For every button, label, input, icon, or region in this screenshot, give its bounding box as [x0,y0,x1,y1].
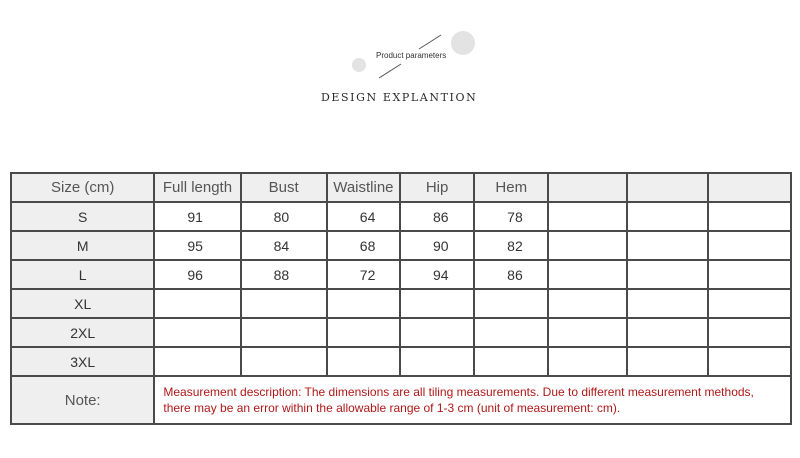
empty-cell [708,318,791,347]
empty-cell [327,318,400,347]
decorative-line-bottom [379,64,401,78]
table-header-row [11,173,791,202]
empty-cell [708,347,791,376]
empty-cell [708,231,791,260]
hip-value: 90 [400,231,474,260]
empty-cell [548,318,626,347]
empty-cell [627,202,708,231]
table-row [11,231,791,260]
column-header-empty [627,173,708,202]
column-header-full-length: Full length [154,173,240,202]
size-label: 2XL [11,318,154,347]
empty-cell [627,318,708,347]
empty-cell [400,318,474,347]
bust-value: 84 [241,231,327,260]
hip-value: 94 [400,260,474,289]
hem-value: 86 [474,260,548,289]
product-parameters-label: Product parameters [376,51,447,60]
column-header-bust: Bust [241,173,327,202]
note-label: Note: [11,376,154,424]
full-length-value: 95 [154,231,240,260]
empty-cell [327,347,400,376]
empty-cell [154,289,240,318]
header [0,0,800,150]
empty-cell [241,347,327,376]
empty-cell [474,318,548,347]
empty-cell [548,202,626,231]
full-length-value: 96 [154,260,240,289]
waistline-value: 64 [327,202,400,231]
empty-cell [154,347,240,376]
empty-cell [627,347,708,376]
empty-cell [627,260,708,289]
hem-value: 78 [474,202,548,231]
table-row [11,289,791,318]
table-row [11,347,791,376]
empty-cell [327,289,400,318]
size-label: XL [11,289,154,318]
design-explanation-title: DESIGN EXPLANTION [321,91,478,104]
table-row [11,202,791,231]
bust-value: 88 [241,260,327,289]
size-label: 3XL [11,347,154,376]
empty-cell [241,318,327,347]
size-label: L [11,260,154,289]
waistline-value: 72 [327,260,400,289]
column-header-hem: Hem [474,173,548,202]
hip-value: 86 [400,202,474,231]
empty-cell [708,202,791,231]
empty-cell [708,289,791,318]
bust-value: 80 [241,202,327,231]
empty-cell [548,260,626,289]
empty-cell [241,289,327,318]
column-header-empty [548,173,626,202]
empty-cell [474,347,548,376]
size-label: M [11,231,154,260]
empty-cell [548,347,626,376]
measurement-note: Measurement description: The dimensions are all tiling measurements. Due to different measurement methods, there may be an error within the allowable range of 1-3 cm (unit of measurement: cm). [154,376,791,424]
decorative-lines [0,0,800,150]
size-label: S [11,202,154,231]
table-row [11,260,791,289]
column-header-size: Size (cm) [11,173,154,202]
empty-cell [400,289,474,318]
empty-cell [708,260,791,289]
column-header-hip: Hip [400,173,474,202]
waistline-value: 68 [327,231,400,260]
empty-cell [548,289,626,318]
empty-cell [627,289,708,318]
empty-cell [154,318,240,347]
full-length-value: 91 [154,202,240,231]
hem-value: 82 [474,231,548,260]
empty-cell [548,231,626,260]
empty-cell [400,347,474,376]
empty-cell [627,231,708,260]
size-chart-table [10,172,792,425]
table-row [11,318,791,347]
column-header-empty [708,173,791,202]
note-row [11,376,791,424]
column-header-waistline: Waistline [327,173,400,202]
decorative-line-top [419,35,441,49]
empty-cell [474,289,548,318]
